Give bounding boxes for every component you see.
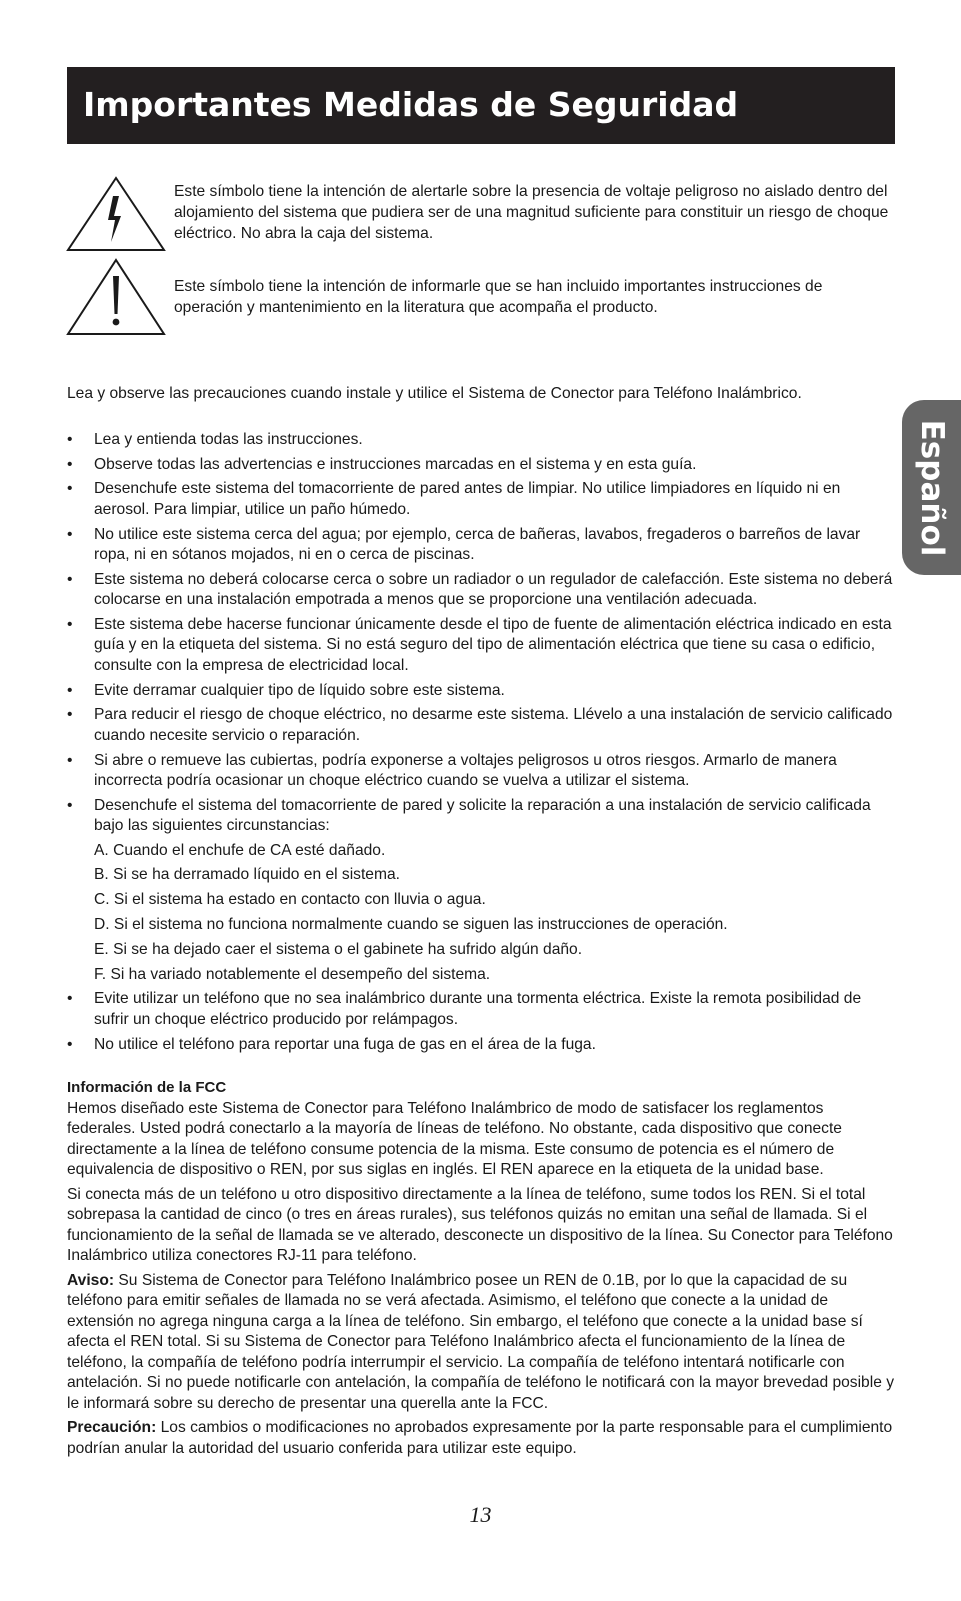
aviso-paragraph: Aviso: Su Sistema de Conector para Teléfono Inalámbrico posee un REN de 0.1B, por lo que la capacidad de su teléfono para emitir señales de llamada no se verá afectada. Asimismo, el teléfono que conecte a la unidad de extensión no agrega ninguna carga a la línea de teléfono. Sin embargo, el teléfono que conecte a la unidad base sí afecta el REN total. Si su Sistema de Conector para Teléfono Inalámbrico afecta el funcionamiento de la línea de teléfono, la compañía de teléfono podría interrumpir el servicio. La compañía de teléfono intentará notificarle con antelación. Si no puede notificarle con antelación, la compañía de teléfono le notificará con la mayor brevedad posible y le informará sobre su derecho de presentar una querella ante la FCC.: [67, 1271, 894, 1412]
language-tab-label: Español: [913, 419, 950, 556]
list-item: • Observe todas las advertencias e instrucciones marcadas en el sistema y en esta guía.: [67, 455, 697, 473]
list-item: • Evite derramar cualquier tipo de líquido sobre este sistema.: [67, 681, 505, 699]
title-bar: [67, 67, 895, 144]
list-item: • Este sistema no deberá colocarse cerca o sobre un radiador o un regulador de calefacción. Este sistema no deberá colocarse en una instalación empotrada a menos que se proporcione una ventilación adecuada.: [67, 570, 893, 609]
sub-list-item: C. Si el sistema ha estado en contacto con lluvia o agua.: [94, 891, 486, 909]
exclamation-symbol-text: Este símbolo tiene la intención de informarle que se han incluido importantes instrucciones de operación y mantenimiento en la literatura que acompaña el producto.: [174, 278, 823, 316]
aviso-label: Aviso:: [67, 1271, 115, 1289]
list-item: • Para reducir el riesgo de choque eléctrico, no desarme este sistema. Llévelo a una instalación de servicio calificado cuando necesite servicio o reparación.: [67, 706, 893, 744]
exclamation-warning-icon: [66, 258, 166, 336]
precaucion-paragraph: Precaución: Los cambios o modificaciones no aprobados expresamente por la parte responsable para el cumplimiento podrían anular la autoridad del usuario conferida para utilizar este equipo.: [67, 1419, 893, 1457]
list-item: • No utilice este sistema cerca del agua; por ejemplo, cerca de bañeras, lavabos, fregaderos o barreños de lavar ropa, ni en sótanos mojados, ni en o cerca de piscinas.: [67, 525, 861, 564]
sub-list-item: D. Si el sistema no funciona normalmente cuando se siguen las instrucciones de operación.: [94, 916, 728, 934]
page-title: Importantes Medidas de Seguridad: [83, 85, 739, 124]
sub-list-item: A. Cuando el enchufe de CA esté dañado.: [94, 841, 386, 859]
precaucion-label: Precaución:: [67, 1419, 157, 1436]
list-item: • Evite utilizar un teléfono que no sea inalámbrico durante una tormenta eléctrica. Existe la remota posibilidad de sufrir un choque eléctrico producido por relámpagos.: [67, 990, 862, 1028]
lightning-warning-icon: [66, 176, 166, 252]
sub-list-item: F. Si ha variado notablemente el desempeño del sistema.: [94, 965, 491, 983]
list-item: • Desenchufe este sistema del tomacorriente de pared antes de limpiar. No utilice limpiadores en líquido ni en aerosol. Para limpiar, utilice un paño húmedo.: [67, 480, 841, 518]
page-number: 13: [469, 1502, 492, 1527]
fcc-paragraph: Si conecta más de un teléfono u otro dispositivo directamente a la línea de teléfono, sume todos los REN. Si el total sobrepasa la cantidad de cinco (o tres en áreas rurales), sus teléfonos quizás no emitan una señal de llamada. Si el funcionamiento de la señal de llamada se ve alterado, desconecte un dispositivo de la línea. Su Conector para Teléfono Inalámbrico utiliza conectores RJ-11 para teléfono.: [67, 1185, 893, 1264]
safety-list: [67, 430, 895, 1059]
fcc-section: [67, 1078, 895, 1463]
fcc-heading: Información de la FCC: [67, 1079, 227, 1096]
list-item: • No utilice el teléfono para reportar una fuga de gas en el área de la fuga.: [67, 1035, 596, 1053]
sub-list-item: B. Si se ha derramado líquido en el sistema.: [94, 866, 400, 884]
circumstances-list: [94, 841, 895, 985]
lightning-symbol-text: Este símbolo tiene la intención de alertarle sobre la presencia de voltaje peligroso no aislado dentro del alojamiento del sistema que pudiera ser de una magnitud suficiente para constituir un riesgo de choque eléctrico. No abra la caja del sistema.: [174, 183, 889, 242]
list-item: • Este sistema debe hacerse funcionar únicamente desde el tipo de fuente de alimentación eléctrica indicado en esta guía y en la etiqueta del sistema. Si no está seguro del tipo de alimentación eléctrica que tiene su casa o edificio, consulte con la empresa de electricidad local.: [67, 615, 892, 674]
intro-paragraph: Lea y observe las precauciones cuando instale y utilice el Sistema de Conector para Teléfono Inalámbrico.: [67, 385, 802, 402]
fcc-paragraph: Hemos diseñado este Sistema de Conector para Teléfono Inalámbrico de modo de satisfacer los reglamentos federales. Usted podrá conectarlo a la mayoría de líneas de teléfono. No obstante, cada dispositivo que conecte directamente a la línea de teléfono consume potencia de la misma. Este consumo de potencia es el número de equivalencia de dispositivo o REN, por sus siglas en inglés. El REN aparece en la etiqueta de la unidad base.: [67, 1099, 842, 1178]
list-item: • Si abre o remueve las cubiertas, podría exponerse a voltajes peligrosos u otros riesgos. Armarlo de manera incorrecta podría ocasionar un choque eléctrico cuando se vuelva a utilizar el sistema.: [67, 751, 837, 789]
list-item: • Desenchufe el sistema del tomacorriente de pared y solicite la reparación a una instalación de servicio calificada bajo las siguientes circunstancias: A. Cuando el enchufe de CA esté dañado. B. Si se ha derramado líquido en el sistema. C. Si el sistema ha estado en contacto con lluvia o agua. D. Si el sistema no funciona normalmente cuando se siguen las instrucciones de operación. E. Si se ha dejado caer el sistema o el gabinete ha sufrido algún daño. F. Si ha variado notablemente el desempeño del sistema.: [67, 796, 895, 985]
list-item: • Lea y entienda todas las instrucciones.: [67, 431, 363, 448]
language-tab: [902, 400, 961, 575]
sub-list-item: E. Si se ha dejado caer el sistema o el gabinete ha sufrido algún daño.: [94, 940, 583, 958]
